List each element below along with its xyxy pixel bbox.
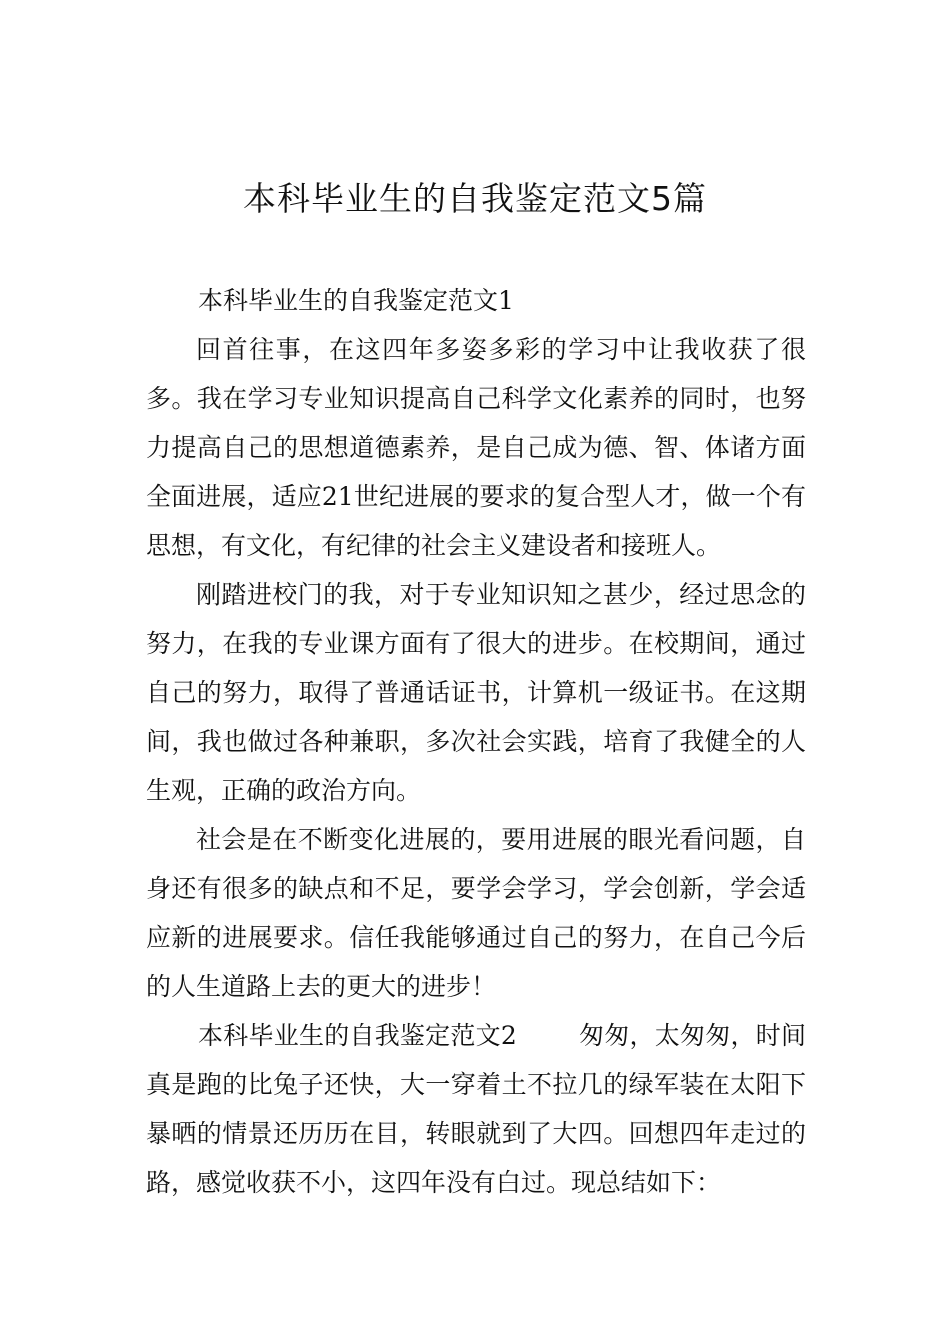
section-heading-2: 本科毕业生的自我鉴定范文2 bbox=[198, 1021, 517, 1050]
document-title: 本科毕业生的自我鉴定范文5篇 bbox=[243, 179, 707, 218]
paragraph-2: 刚踏进校门的我，对于专业知识知之甚少，经过思念的努力，在我的专业课方面有了很大的进步。在校期间，通过自己的努力，取得了普通话证书，计算机一级证书。在这期间，我也做过各种兼职，多次社会实践，培育了我健全的人生观，正确的政治方向。 bbox=[146, 580, 806, 805]
paragraph-4: 匆匆，太匆匆，时间真是跑的比兔子还快，大一穿着土不拉几的绿军装在太阳下暴晒的情景还历历在目，转眼就到了大四。回想四年走过的路，感觉收获不小，这四年没有白过。现总结如下： bbox=[146, 1021, 806, 1197]
paragraph-3: 社会是在不断变化进展的，要用进展的眼光看问题，自身还有很多的缺点和不足，要学会学习，学会创新，学会适应新的进展要求。信任我能够通过自己的努力，在自己今后的人生道路上去的更大的进步！ bbox=[146, 825, 806, 1001]
section-2-paragraph bbox=[146, 1011, 806, 1207]
section-heading-1: 本科毕业生的自我鉴定范文1 bbox=[198, 286, 514, 315]
paragraph-1: 回首往事，在这四年多姿多彩的学习中让我收获了很多。我在学习专业知识提高自己科学文化素养的同时，也努力提高自己的思想道德素养，是自己成为德、智、体诸方面全面进展，适应21世纪进展的要求的复合型人才，做一个有思想，有文化，有纪律的社会主义建设者和接班人。 bbox=[146, 335, 806, 560]
document-body bbox=[146, 276, 806, 1207]
